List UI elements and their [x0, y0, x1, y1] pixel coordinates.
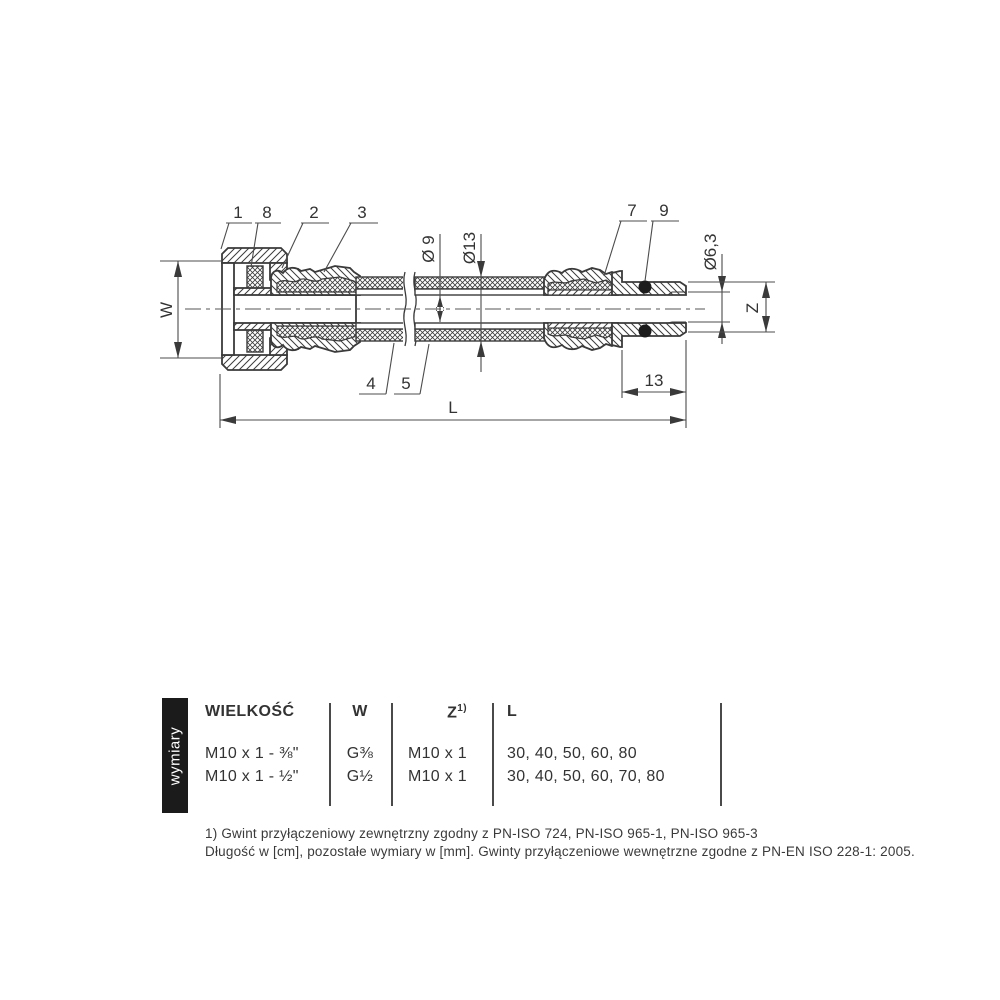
header-l: L [507, 703, 518, 720]
dim-label-z: Z [743, 302, 762, 314]
callout-8: 8 [262, 203, 272, 222]
dim-label-w: W [157, 301, 176, 319]
callout-numbers [233, 201, 668, 393]
header-z [391, 703, 467, 722]
table-side-label-box [162, 698, 188, 813]
column-separator [492, 703, 494, 806]
dim-label-d13: Ø13 [460, 231, 479, 265]
cell-l: 30, 40, 50, 60, 80 [507, 745, 637, 762]
dimensions-table [162, 698, 722, 816]
callout-4: 4 [366, 374, 376, 393]
callout-7: 7 [627, 201, 637, 220]
cell-w: G⅜ [346, 745, 374, 762]
cell-z: M10 x 1 [407, 768, 467, 785]
table-side-label: wymiary [166, 726, 184, 785]
callout-5: 5 [401, 374, 411, 393]
cell-l: 30, 40, 50, 60, 70, 80 [507, 768, 665, 785]
footnote-1: 1) Gwint przyłączeniowy zewnętrzny zgodny z PN-ISO 724, PN-ISO 965-1, PN-ISO 965-3 [205, 826, 758, 841]
cell-size: M10 x 1 - ½" [205, 768, 299, 785]
callout-1: 1 [233, 203, 243, 222]
footnote-2: Długość w [cm], pozostałe wymiary w [mm]. Gwinty przyłączeniowe wewnętrzne zgodne z PN-EN ISO 228-1: 2005. [205, 844, 915, 859]
header-size: WIELKOŚĆ [205, 703, 295, 720]
callout-leaders [221, 221, 679, 394]
callout-2: 2 [309, 203, 319, 222]
footnotes [205, 825, 925, 861]
header-z-footnote-marker: 1) [457, 703, 467, 714]
header-z-label: Z [447, 704, 458, 722]
column-separator [720, 703, 722, 806]
dim-label-L: L [448, 398, 458, 417]
cell-w: G½ [346, 768, 374, 785]
dim-label-d9: Ø 9 [419, 235, 438, 263]
callout-9: 9 [659, 201, 669, 220]
header-w: W [352, 703, 368, 720]
dim-label-13: 13 [644, 371, 664, 390]
cell-z: M10 x 1 [407, 745, 467, 762]
cell-size: M10 x 1 - ⅜" [205, 745, 299, 762]
callout-3: 3 [357, 203, 367, 222]
dim-label-d63: Ø6,3 [701, 233, 720, 271]
